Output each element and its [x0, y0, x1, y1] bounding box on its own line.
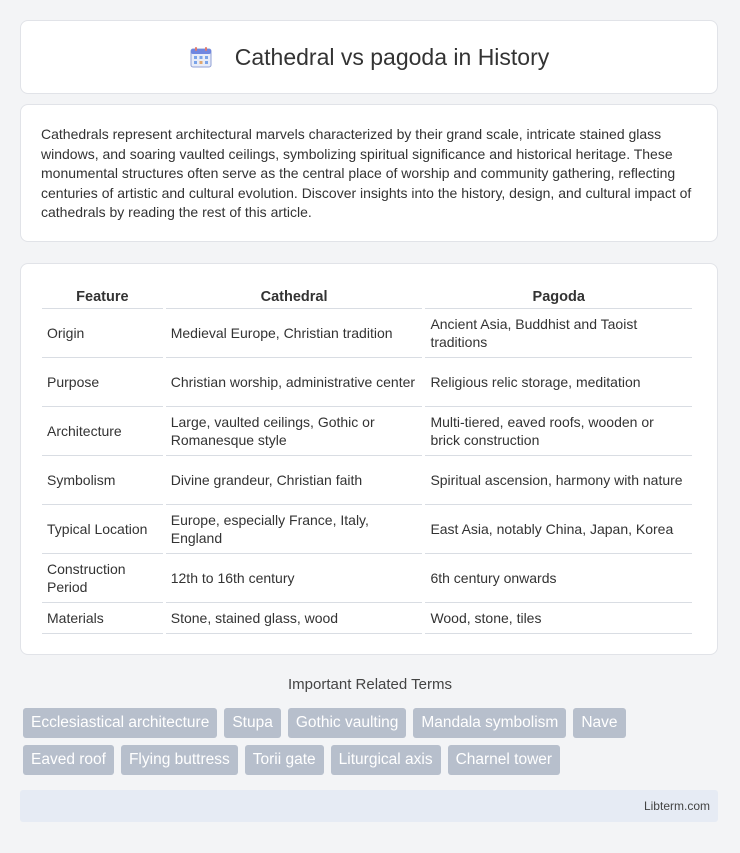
header-card [20, 20, 718, 94]
tag-mandala-symbolism[interactable]: Mandala symbolism [413, 708, 566, 738]
tag-nave[interactable]: Nave [573, 708, 625, 738]
table-cell: Ancient Asia, Buddhist and Taoist traditions [425, 309, 692, 358]
comparison-table [39, 284, 695, 634]
table-cell: Europe, especially France, Italy, England [166, 505, 423, 554]
table-cell: Spiritual ascension, harmony with nature [425, 456, 692, 505]
tag-flying-buttress[interactable]: Flying buttress [121, 745, 238, 775]
table-row [42, 407, 692, 456]
footer [20, 790, 718, 822]
table-row [42, 358, 692, 407]
tag-gothic-vaulting[interactable]: Gothic vaulting [288, 708, 407, 738]
page-title: Cathedral vs pagoda in History [234, 43, 550, 70]
table-row [42, 309, 692, 358]
tag-eaved-roof[interactable]: Eaved roof [23, 745, 114, 775]
table-row [42, 603, 692, 634]
tag-liturgical-axis[interactable]: Liturgical axis [331, 745, 441, 775]
table-cell: Construction Period [42, 554, 163, 603]
comparison-table-card [20, 263, 718, 655]
table-cell: 6th century onwards [425, 554, 692, 603]
calendar-icon [189, 45, 213, 69]
table-cell: East Asia, notably China, Japan, Korea [425, 505, 692, 554]
tag-torii-gate[interactable]: Torii gate [245, 745, 324, 775]
table-cell: Typical Location [42, 505, 163, 554]
table-cell: Multi-tiered, eaved roofs, wooden or brick construction [425, 407, 692, 456]
table-cell: Origin [42, 309, 163, 358]
table-cell: Religious relic storage, meditation [425, 358, 692, 407]
related-terms-title: Important Related Terms [288, 676, 452, 693]
intro-paragraph: Cathedrals represent architectural marvels characterized by their grand scale, intricate stained glass windows, and soaring vaulted ceilings, symbolizing spiritual significance and historical heritage. These monumental structures often serve as the central place of worship and community gathering, reflecting centuries of artistic and cultural evolution. Discover insights into the history, design, and cultural impact of cathedrals by reading the rest of this article. [41, 126, 692, 220]
tag-ecclesiastical-architecture[interactable]: Ecclesiastical architecture [23, 708, 217, 738]
table-cell: Wood, stone, tiles [425, 603, 692, 634]
tag-charnel-tower[interactable]: Charnel tower [448, 745, 561, 775]
table-cell: Purpose [42, 358, 163, 407]
table-row [42, 456, 692, 505]
table-cell: Medieval Europe, Christian tradition [166, 309, 423, 358]
table-cell: Materials [42, 603, 163, 634]
table-row [42, 505, 692, 554]
table-cell: Symbolism [42, 456, 163, 505]
table-cell: Architecture [42, 407, 163, 456]
table-cell: Stone, stained glass, wood [166, 603, 423, 634]
table-cell: Large, vaulted ceilings, Gothic or Romanesque style [166, 407, 423, 456]
table-cell: Christian worship, administrative center [166, 358, 423, 407]
related-terms-tags [23, 708, 703, 775]
tag-stupa[interactable]: Stupa [224, 708, 281, 738]
table-header-row [42, 284, 692, 309]
footer-site-link[interactable]: Libterm.com [643, 799, 710, 813]
table-cell: 12th to 16th century [166, 554, 423, 603]
column-header-feature: Feature [42, 284, 163, 309]
column-header-cathedral: Cathedral [166, 284, 423, 309]
intro-card [20, 104, 718, 242]
column-header-pagoda: Pagoda [425, 284, 692, 309]
table-cell: Divine grandeur, Christian faith [166, 456, 423, 505]
table-row [42, 554, 692, 603]
